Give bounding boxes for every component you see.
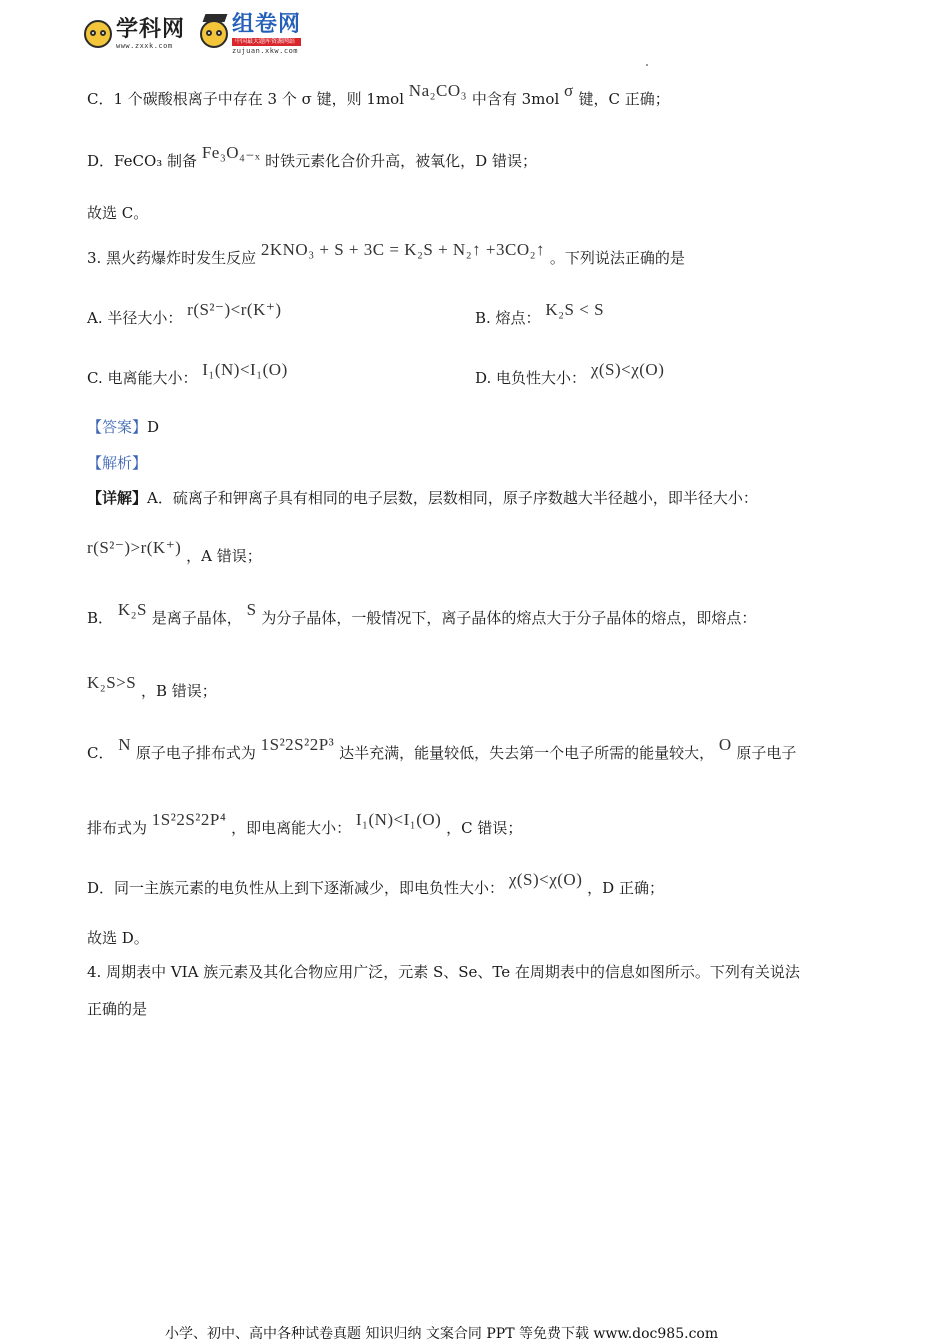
option-b: B. 熔点： K₂S < S bbox=[475, 300, 605, 327]
footer-ad: 小学、初中、高中各种试卷真题 知识归纳 文案合同 PPT 等免费下载 www.doc985.com bbox=[165, 1326, 719, 1342]
detail-d: D．同一主族元素的电负性从上到下逐渐减少，即电负性大小： χ(S)<χ(O) ，D 正确； bbox=[87, 870, 664, 897]
graduate-mascot-icon bbox=[200, 20, 228, 48]
select-c: 故选 C。 bbox=[87, 204, 149, 222]
sigma-symbol: σ bbox=[564, 81, 574, 100]
mascot-face-icon bbox=[84, 20, 112, 48]
answer-tag: 【答案】 bbox=[87, 418, 148, 436]
detail-a-expr: r(S²⁻)>r(K⁺) ，A 错误； bbox=[87, 538, 262, 565]
logo2-name: 组卷网 bbox=[232, 11, 302, 37]
question-4-line2: 正确的是 bbox=[87, 1000, 148, 1018]
detail-tag: 【详解】 bbox=[87, 489, 148, 507]
detail-b: B． K₂S 是离子晶体， S 为分子晶体，一般情况下，离子晶体的熔点大于分子晶体的熔点，即熔点： bbox=[87, 600, 757, 627]
xueke-logo bbox=[84, 14, 185, 54]
logo1-url: www.zxxk.com bbox=[116, 41, 173, 50]
answer bbox=[87, 416, 159, 437]
logo2-tag: 中国最大题库资源网站 bbox=[232, 38, 301, 46]
analysis-tag: 【解析】 bbox=[87, 454, 148, 472]
detail-a: 【详解】A．硫离子和钾离子具有相同的电子层数，层数相同，原子序数越大半径越小，即半径大小： bbox=[87, 489, 758, 507]
question-3: 3. 黑火药爆炸时发生反应 2KNO₃ + S + 3C = K₂S + N₂↑ +3CO₂↑ 。下列说法正确的是 bbox=[87, 240, 685, 267]
prev-option-c: C．1 个碳酸根离子中存在 3 个 σ 键，则 1mol Na₂CO₃ 中含有 3mol σ 键，C 正确； bbox=[87, 81, 670, 108]
formula-fe3o4: Fe₃O₄₋ₓ bbox=[201, 143, 261, 162]
logo1-name: 学科网 bbox=[116, 16, 186, 42]
answer-value: D bbox=[147, 418, 160, 436]
detail-b-expr: K₂S>S ，B 错误； bbox=[87, 673, 217, 700]
detail-c: C． N 原子电子排布式为 1S²2S²2P³ 达半充满，能量较低，失去第一个电子所需的能量较大， O 原子电子 bbox=[87, 735, 797, 762]
reaction-equation: 2KNO₃ + S + 3C = K₂S + N₂↑ +3CO₂↑ bbox=[260, 240, 546, 259]
question-4-line1: 4. 周期表中 VIA 族元素及其化合物应用广泛，元素 S、Se、Te 在周期表中的信息如图所示。下列有关说法 bbox=[87, 963, 800, 981]
prev-option-d: D．FeCO₃ 制备 Fe₃O₄₋ₓ 时铁元素化合价升高，被氧化，D 错误； bbox=[87, 143, 537, 170]
option-d: D. 电负性大小： χ(S)<χ(O) bbox=[475, 360, 665, 387]
detail-c-cont: 排布式为 1S²2S²2P⁴ ，即电离能大小： I₁(N)<I₁(O) ，C 错误； bbox=[87, 810, 523, 837]
formula-na2co3: Na₂CO₃ bbox=[408, 81, 468, 100]
logo2-url: zujuan.xkw.com bbox=[232, 46, 299, 55]
zujuan-logo bbox=[200, 11, 302, 55]
option-a: A. 半径大小： r(S²⁻)<r(K⁺) bbox=[87, 300, 282, 327]
select-d: 故选 D。 bbox=[87, 929, 149, 947]
option-c: C. 电离能大小： I₁(N)<I₁(O) bbox=[87, 360, 288, 387]
stray-dot bbox=[646, 64, 648, 66]
